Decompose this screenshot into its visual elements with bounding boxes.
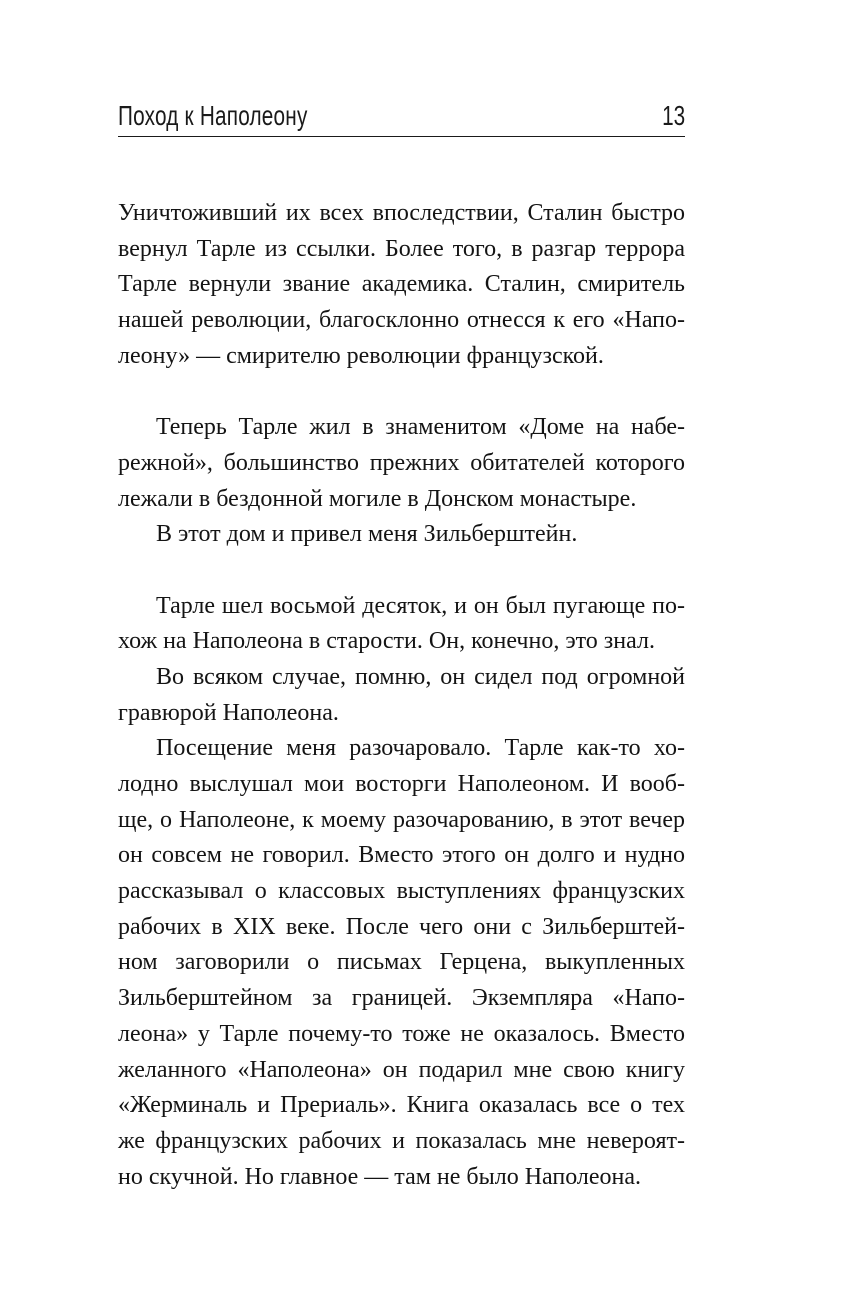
text-line: лодно выслушал мои восторги Наполеоном. И вооб- (118, 771, 685, 797)
text-line: но скучной. Но главное — там не было Наполеона. (118, 1163, 642, 1190)
running-title: Поход к Наполеону (118, 100, 308, 131)
text-line: рабочих в XIX веке. После чего они с Зильберштей- (118, 913, 685, 940)
text-line: лежали в бездонной могиле в Донском монастыре. (118, 485, 637, 512)
text-line: В этот дом и привел меня Зильберштейн. (156, 521, 578, 548)
text-line: вернул Тарле из ссылки. Более того, в разгар террора (118, 235, 685, 262)
page-number: 13 (661, 100, 685, 131)
text-line: режной», большинство прежних обитателей которого (118, 449, 685, 476)
text-line: Во всяком случае, помню, он сидел под огромной (156, 663, 685, 690)
text-line: «Жерминаль и Прериаль». Книга оказалась все о тех (118, 1092, 685, 1119)
text-line: Тарле вернули звание академика. Сталин, смиритель (118, 271, 685, 298)
paragraph (118, 731, 685, 1195)
paragraph (118, 589, 685, 660)
text-line: ще, о Наполеоне, к моему разочарованию, в этот вечер (118, 806, 685, 833)
text-line: же французских рабочих и показалась мне невероят- (118, 1127, 685, 1154)
text-line: Уничтоживший их всех впоследствии, Сталин быстро (118, 200, 685, 226)
text-line: хож на Наполеона в старости. Он, конечно, это знал. (118, 628, 655, 655)
body-text (118, 196, 685, 1195)
text-line: Теперь Тарле жил в знаменитом «Доме на набе- (156, 414, 685, 441)
text-line: Зильберштейном за границей. Экземпляра «Напо- (118, 985, 685, 1012)
text-line: он совсем не говорил. Вместо этого он долго и нудно (118, 842, 685, 869)
text-line: рассказывал о классовых выступлениях французских (118, 878, 685, 905)
text-line: Посещение меня разочаровало. Тарле как-то хо- (156, 735, 685, 762)
paragraph (118, 660, 685, 731)
text-line: ном заговорили о письмах Герцена, выкупленных (118, 949, 685, 976)
text-line: желанного «Наполеона» он подарил мне свою книгу (118, 1056, 685, 1083)
section-break (118, 553, 685, 589)
section-break (118, 374, 685, 410)
text-line: леона» у Тарле почему-то тоже не оказалось. Вместо (118, 1020, 685, 1047)
text-line: Тарле шел восьмой десяток, и он был пугающе по- (156, 592, 685, 619)
text-line: гравюрой Наполеона. (118, 699, 339, 726)
paragraph (118, 517, 685, 553)
running-header (118, 98, 685, 137)
paragraph (118, 196, 685, 374)
text-line: леону» — смирителю революции французской. (118, 342, 604, 369)
text-line: нашей революции, благосклонно отнесся к его «Напо- (118, 307, 685, 334)
paragraph (118, 410, 685, 517)
